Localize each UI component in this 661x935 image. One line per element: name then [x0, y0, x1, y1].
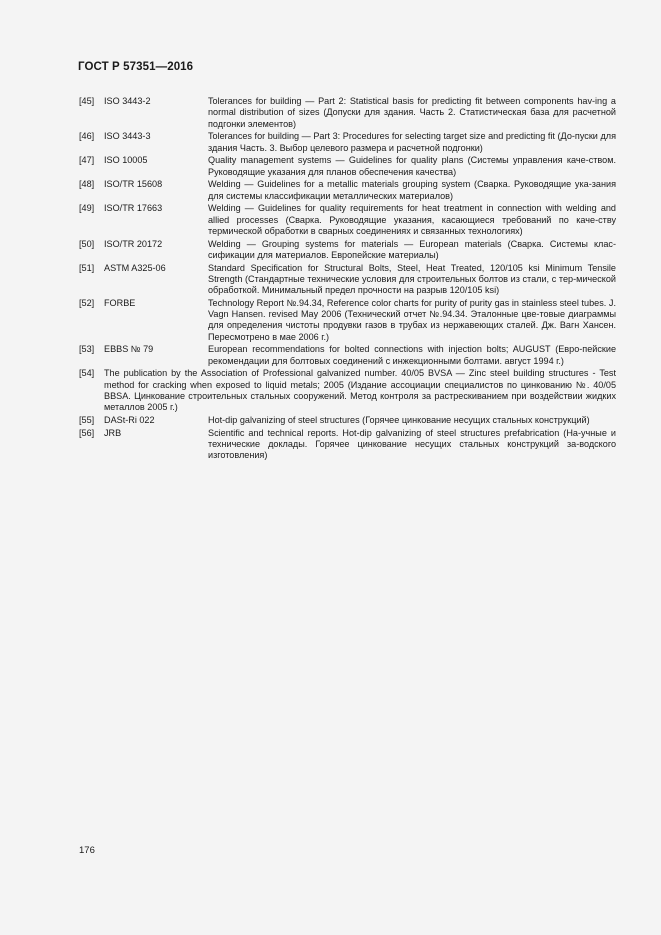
reference-code: DASt-Ri 022	[104, 414, 155, 425]
reference-text: The publication by the Association of Professional galvanized number. 40/05 BVSA — Zinc steel building structures - Test method for cracking when exposed to liquid metals; 2005 (Издание ассоциации специалистов по цинкованию №. 40/05 BBSA. Цинкование строительных стальных сооружений. Метод контроля за растрескиванием при воздействии жидких металлов 2005 г.)	[104, 368, 616, 413]
reference-number: [48]	[79, 179, 95, 190]
page-number: 176	[79, 845, 95, 856]
reference-code: ISO/TR 15608	[104, 179, 163, 190]
reference-item	[79, 415, 616, 426]
reference-text: Technology Report №.94.34, Reference color charts for purity of purity gas in stainless steel tubes. J. Vagn Hansen. revised May 2006 (Технический отчет №.94.34. Эталонные цве-товые диаграммы для определения чистоты продувки газов в трубах из нержавеющих сталей. Дж. Вагн Хансен. Пересмотрено в мае 2006 г.)	[208, 297, 616, 342]
reference-number: [54]	[79, 368, 95, 379]
reference-text: Quality management systems — Guidelines for quality plans (Системы управления каче-ством. Руководящие указания для планов обеспечения качества)	[208, 155, 616, 177]
reference-text: Welding — Guidelines for a metallic materials grouping system (Сварка. Руководящие ука-зания для системы классификации металлических материалов)	[208, 179, 616, 201]
reference-text: Standard Specification for Structural Bolts, Steel, Heat Treated, 120/105 ksi Minimum Tensile Strength (Стандартные технические условия для строительных болтов из стали, с тер-мической обработкой. Минимальный предел прочности на разрыв 120/105 ksi)	[208, 262, 616, 296]
reference-item	[79, 179, 616, 202]
reference-number: [49]	[79, 203, 95, 214]
reference-code: ISO/TR 20172	[104, 238, 163, 249]
reference-number: [46]	[79, 131, 95, 142]
reference-item	[79, 428, 616, 462]
reference-number: [55]	[79, 414, 95, 425]
reference-item	[79, 155, 616, 178]
reference-item	[79, 96, 616, 130]
reference-code: JRB	[104, 427, 122, 438]
reference-item	[79, 203, 616, 237]
bibliography-list	[79, 96, 616, 463]
reference-number: [53]	[79, 344, 95, 355]
reference-number: [56]	[79, 427, 95, 438]
reference-number: [47]	[79, 155, 95, 166]
reference-code: ASTM A325-06	[104, 262, 166, 273]
reference-code: ISO 3443-2	[104, 96, 151, 106]
reference-code: ISO 3443-3	[104, 131, 151, 142]
reference-code: FORBE	[104, 297, 136, 308]
reference-code: EBBS № 79	[104, 344, 154, 355]
reference-item	[79, 344, 616, 367]
reference-number: [52]	[79, 297, 95, 308]
reference-number: [51]	[79, 262, 95, 273]
reference-item	[79, 239, 616, 262]
reference-text: Welding — Guidelines for quality requirements for heat treatment in connection with welding and allied processes (Сварка. Руководящие указания, касающиеся требований по каче-ству термической обработки в сварных соединениях и связанных технологиях)	[208, 203, 616, 236]
reference-text: Scientific and technical reports. Hot-dip galvanizing of steel structures prefabrication (На-учные и технические доклады. Горячее цинкование несущих стальных конструкций за-водского изготовления)	[208, 427, 616, 461]
reference-item	[79, 368, 616, 413]
reference-number: [50]	[79, 238, 95, 249]
reference-code: ISO/TR 17663	[104, 203, 163, 214]
reference-item	[79, 263, 616, 297]
reference-number: [45]	[79, 96, 95, 106]
reference-item	[79, 131, 616, 154]
reference-text: European recommendations for bolted connections with injection bolts; AUGUST (Евро-пейские рекомендации для болтовых соединений с инжекционными болтами. август 1994 г.)	[208, 344, 616, 366]
document-header: ГОСТ Р 57351—2016	[78, 61, 194, 73]
reference-text: Tolerances for building — Part 2: Statistical basis for predicting fit between components hav-ing a normal distribution of sizes (Допуски для здания. Часть 2. Статистическая база для расчетной подгонки элементов)	[208, 96, 616, 129]
reference-text: Hot-dip galvanizing of steel structures (Горячее цинкование несущих стальных конструкций)	[208, 414, 590, 425]
reference-item	[79, 298, 616, 343]
reference-text: Tolerances for building — Part 3: Procedures for selecting target size and predicting fit (До-пуски для здания Часть. 3. Выбор целевого размера и расчетной подгонки)	[208, 131, 616, 153]
reference-code: ISO 10005	[104, 155, 148, 166]
reference-text: Welding — Grouping systems for materials — European materials (Сварка. Системы клас-сификации для материалов. Европейские материалы)	[208, 238, 616, 260]
